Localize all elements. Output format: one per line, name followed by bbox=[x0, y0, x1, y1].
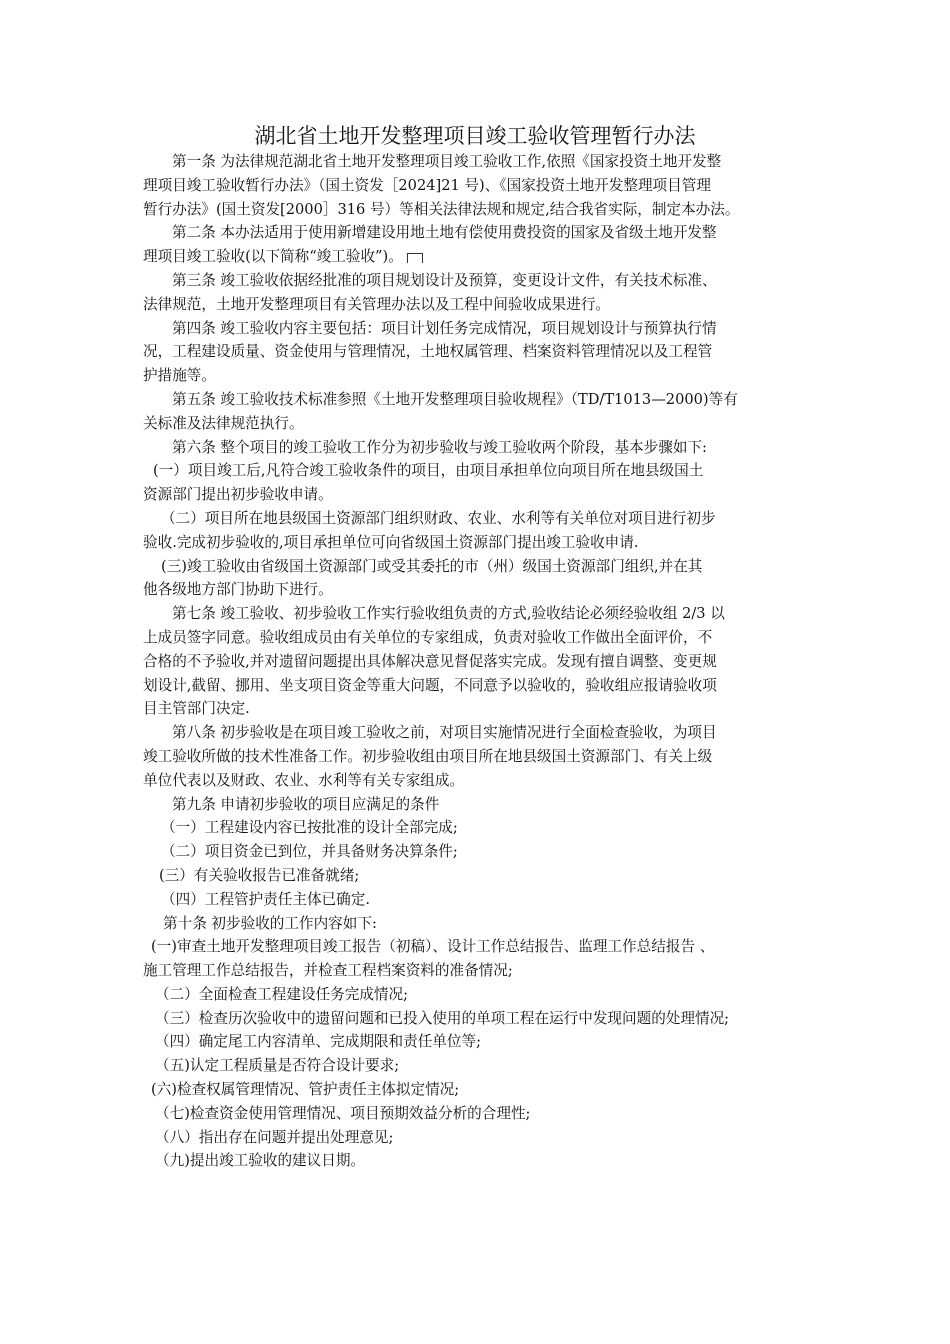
article-3-line-1: 第三条 竣工验收依据经批准的项目规划设计及预算，变更设计文件，有关技术标准、 bbox=[172, 271, 717, 289]
article-9-item-2: （二）项目资金已到位，并具备财务决算条件; bbox=[161, 843, 458, 861]
article-10-line-1: 第十条 初步验收的工作内容如下: bbox=[163, 914, 377, 932]
article-7-line-3: 合格的不予验收,并对遗留问题提出具体解决意见督促落实完成。发现有擅自调整、变更规 bbox=[143, 652, 717, 670]
article-6-line-1: 第六条 整个项目的竣工验收工作分为初步验收与竣工验收两个阶段，基本步骤如下: bbox=[172, 438, 707, 456]
article-10-item-8: （八）指出存在问题并提出处理意见; bbox=[155, 1128, 394, 1146]
article-7-line-5: 目主管部门决定. bbox=[143, 700, 250, 718]
article-6-item-1-line-2: 资源部门提出初步验收申请。 bbox=[143, 486, 333, 504]
article-10-item-1-line-1: (一)审查土地开发整理项目竣工报告（初稿）、设计工作总结报告、监理工作总结报告 、 bbox=[151, 938, 715, 956]
article-10-item-9: （九)提出竣工验收的建议日期。 bbox=[155, 1152, 366, 1170]
article-2-line-2: 理项目竣工验收(以下简称“竣工验收”)。 bbox=[143, 245, 815, 269]
article-4-line-3: 护措施等。 bbox=[143, 367, 216, 385]
article-9-item-4: （四）工程管护责任主体已确定. bbox=[161, 890, 370, 908]
article-8-line-3: 单位代表以及财政、农业、水利等有关专家组成。 bbox=[143, 771, 465, 789]
article-4-line-2: 况，工程建设质量、资金使用与管理情况，土地权属管理、档案资料管理情况以及工程管 bbox=[143, 343, 713, 361]
article-1-line-3: 暂行办法》(国土资发[2000］316 号）等相关法律法规和规定,结合我省实际，制定本办法。 bbox=[143, 200, 740, 218]
article-5-line-1: 第五条 竣工验收技术标准参照《土地开发整理项目验收规程》（TD/T1013—2000)等有 bbox=[172, 390, 738, 408]
article-4-line-1: 第四条 竣工验收内容主要包括：项目计划任务完成情况，项目规划设计与预算执行情 bbox=[172, 319, 717, 337]
article-1-line-2: 理项目竣工验收暂行办法》（国土资发［2024]21 号)、《国家投资土地开发整理项目管理 bbox=[143, 176, 711, 194]
article-10-item-6: (六)检查权属管理情况、管护责任主体拟定情况; bbox=[151, 1081, 460, 1099]
article-9-item-3: (三）有关验收报告已准备就绪; bbox=[159, 866, 360, 884]
article-10-item-7: （七)检查资金使用管理情况、项目预期效益分析的合理性; bbox=[155, 1104, 531, 1122]
article-7-line-1: 第七条 竣工验收、初步验收工作实行验收组负责的方式,验收结论必须经验收组 2/3 以 bbox=[172, 605, 725, 623]
article-6-item-3-line-2: 他各级地方部门协助下进行。 bbox=[143, 581, 333, 599]
article-6-item-2-line-2: 验收.完成初步验收的,项目承担单位可向省级国土资源部门提出竣工验收申请. bbox=[143, 533, 639, 551]
editing-mark bbox=[407, 253, 423, 263]
article-6-item-2-line-1: （二）项目所在地县级国土资源部门组织财政、农业、水利等有关单位对项目进行初步 bbox=[161, 509, 716, 527]
document-body bbox=[143, 150, 815, 1173]
article-10-item-2: （二）全面检查工程建设任务完成情况; bbox=[155, 985, 409, 1003]
article-10-item-4: （四）确定尾工内容清单、完成期限和责任单位等; bbox=[155, 1033, 481, 1051]
article-8-line-1: 第八条 初步验收是在项目竣工验收之前，对项目实施情况进行全面检查验收，为项目 bbox=[172, 724, 717, 742]
article-6-item-3-line-1: (三)竣工验收由省级国土资源部门或受其委托的市（州）级国土资源部门组织,并在其 bbox=[161, 557, 703, 575]
article-3-line-2: 法律规范，土地开发整理项目有关管理办法以及工程中间验收成果进行。 bbox=[143, 295, 611, 313]
article-8-line-2: 竣工验收所做的技术性准备工作。初步验收组由项目所在地县级国土资源部门、有关上级 bbox=[143, 747, 713, 765]
article-9-item-1: （一）工程建设内容已按批准的设计全部完成; bbox=[161, 819, 458, 837]
article-2-line-1: 第二条 本办法适用于使用新增建设用地土地有偿使用费投资的国家及省级土地开发整 bbox=[172, 224, 717, 242]
article-5-line-2: 关标准及法律规范执行。 bbox=[143, 414, 304, 432]
document-title: 湖北省土地开发整理项目竣工验收管理暂行办法 bbox=[254, 124, 696, 148]
article-10-item-5: （五)认定工程质量是否符合设计要求; bbox=[155, 1057, 400, 1075]
article-10-item-3: （三）检查历次验收中的遗留问题和已投入使用的单项工程在运行中发现问题的处理情况; bbox=[155, 1009, 730, 1027]
article-7-line-2: 上成员签字同意。验收组成员由有关单位的专家组成，负责对验收工作做出全面评价，不 bbox=[143, 628, 713, 646]
article-10-item-1-line-2: 施工管理工作总结报告，并检查工程档案资料的准备情况; bbox=[143, 962, 513, 980]
article-6-item-1-line-1: (一）项目竣工后,凡符合竣工验收条件的项目，由项目承担单位向项目所在地县级国土 bbox=[153, 462, 704, 480]
article-1-line-1: 第一条 为法律规范湖北省土地开发整理项目竣工验收工作,依照《国家投资土地开发整 bbox=[172, 153, 722, 170]
article-9-line-1: 第九条 申请初步验收的项目应满足的条件 bbox=[172, 795, 440, 813]
article-7-line-4: 划设计,截留、挪用、坐支项目资金等重大问题，不同意予以验收的，验收组应报请验收项 bbox=[143, 676, 717, 694]
